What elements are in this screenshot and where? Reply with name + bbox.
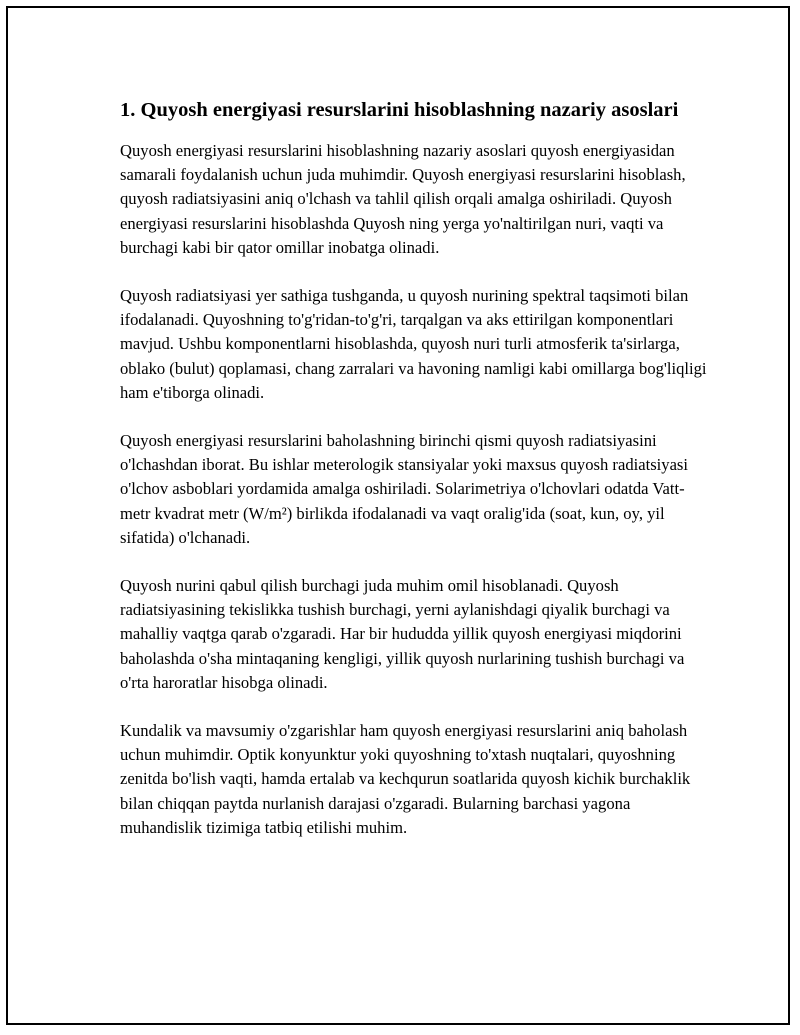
document-body bbox=[120, 96, 710, 864]
section-heading: 1. Quyosh energiyasi resurslarini hisoblashning nazariy asoslari bbox=[120, 99, 679, 121]
page-frame bbox=[6, 6, 790, 1025]
paragraph-2: Quyosh radiatsiyasi yer sathiga tushganda, u quyosh nurining spektral taqsimoti bilan ifodalanadi. Quyoshning to'g'ridan-to'g'ri, tarqalgan va aks ettirilgan komponentlari mavjud. Ushbu komponentlarni hisoblashda, quyosh nuri turli atmosferik ta'sirlarga, oblako (bulut) qoplamasi, chang zarralari va havoning namligi kabi omillarga bog'liqligi ham e'tiborga olinadi. bbox=[120, 286, 707, 402]
paragraph-4: Quyosh nurini qabul qilish burchagi juda muhim omil hisoblanadi. Quyosh radiatsiyasining tekislikka tushish burchagi, yerni aylanishdagi qiyalik burchagi va mahalliy vaqtga qarab o'zgaradi. Har bir hududda yillik quyosh energiyasi miqdorini baholashda o'sha mintaqaning kengligi, yillik quyosh nurlarining tushish burchagi va o'rta haroratlar hisobga olinadi. bbox=[120, 576, 685, 692]
paragraph-3: Quyosh energiyasi resurslarini baholashning birinchi qismi quyosh radiatsiyasini o'lchashdan iborat. Bu ishlar meterologik stansiyalar yoki maxsus quyosh radiatsiyasi o'lchov asboblari yordamida amalga oshiriladi. Solarimetriya o'lchovlari odatda Vatt-metr kvadrat metr (W/m²) birlikda ifodalanadi va vaqt oralig'ida (soat, kun, oy, yil sifatida) o'lchanadi. bbox=[120, 431, 688, 547]
paragraph-5: Kundalik va mavsumiy o'zgarishlar ham quyosh energiyasi resurslarini aniq baholash uchun muhimdir. Optik konyunktur yoki quyoshning to'xtash nuqtalari, quyoshning zenitda bo'lish vaqti, hamda ertalab va kechqurun soatlarida quyosh kichik burchaklik bilan chiqqan paytda nurlanish darajasi o'zgaradi. Bularning barchasi yagona muhandislik tizimiga tatbiq etilishi muhim. bbox=[120, 721, 691, 837]
paragraph-1: Quyosh energiyasi resurslarini hisoblashning nazariy asoslari quyosh energiyasidan samarali foydalanish uchun juda muhimdir. Quyosh energiyasi resurslarini hisoblash, quyosh radiatsiyasini aniq o'lchash va tahlil qilish orqali amalga oshiriladi. Quyosh energiyasi resurslarini hisoblashda Quyosh ning yerga yo'naltirilgan nuri, vaqti va burchagi kabi bir qator omillar inobatga olinadi. bbox=[120, 141, 686, 257]
